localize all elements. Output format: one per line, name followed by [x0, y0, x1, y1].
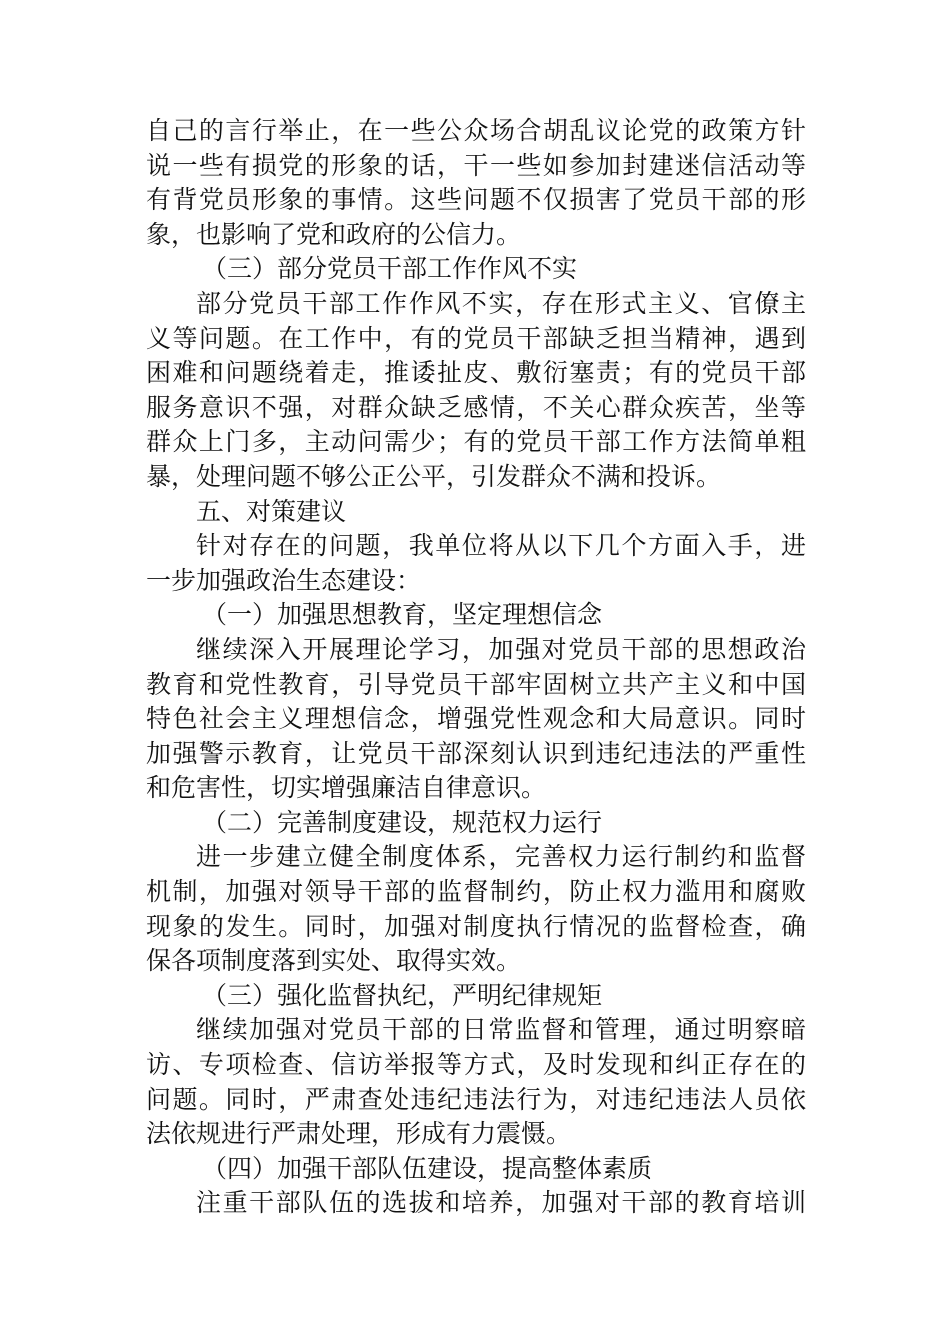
paragraph-line: 加强警示教育，让党员干部深刻认识到违纪违法的严重性 [146, 738, 806, 768]
paragraph-line: 进一步建立健全制度体系，完善权力运行制约和监督 [196, 842, 806, 872]
paragraph-line: 困难和问题绕着走，推诿扯皮、敷衍塞责；有的党员干部 [146, 358, 806, 388]
paragraph-line: 机制，加强对领导干部的监督制约，防止权力滥用和腐败 [146, 877, 806, 907]
section-subheading: （四）加强干部队伍建设，提高整体素质 [202, 1153, 653, 1183]
paragraph-line: 和危害性，切实增强廉洁自律意识。 [146, 773, 547, 803]
paragraph-line: 问题。同时，严肃查处违纪违法行为，对违纪违法人员依 [146, 1084, 806, 1114]
paragraph-line: 部分党员干部工作作风不实，存在形式主义、官僚主 [196, 288, 806, 318]
paragraph-line: 针对存在的问题，我单位将从以下几个方面入手，进 [196, 531, 806, 561]
paragraph-line: 继续加强对党员干部的日常监督和管理，通过明察暗 [196, 1015, 806, 1045]
paragraph-line: 保各项制度落到实处、取得实效。 [146, 946, 522, 976]
section-subheading: （二）完善制度建设，规范权力运行 [202, 807, 603, 837]
paragraph-line: 服务意识不强，对群众缺乏感情，不关心群众疾苦，坐等 [146, 392, 806, 422]
paragraph-line: 特色社会主义理想信念，增强党性观念和大局意识。同时 [146, 704, 806, 734]
paragraph-line: 群众上门多，主动问需少；有的党员干部工作方法简单粗 [146, 427, 806, 457]
document-body [146, 114, 806, 1221]
paragraph-line: 一步加强政治生态建设： [146, 565, 422, 595]
section-subheading: （三）强化监督执纪，严明纪律规矩 [202, 980, 603, 1010]
paragraph-line: 访、专项检查、信访举报等方式，及时发现和纠正存在的 [146, 1050, 806, 1080]
section-subheading: （一）加强思想教育，坚定理想信念 [202, 600, 603, 630]
paragraph-line: 法依规进行严肃处理，形成有力震慑。 [146, 1119, 572, 1149]
paragraph-line: 象，也影响了党和政府的公信力。 [146, 219, 522, 249]
section-subheading: （三）部分党员干部工作作风不实 [202, 254, 578, 284]
paragraph-line: 教育和党性教育，引导党员干部牢固树立共产主义和中国 [146, 669, 806, 699]
section-heading: 五、对策建议 [196, 496, 347, 526]
paragraph-line: 义等问题。在工作中，有的党员干部缺乏担当精神，遇到 [146, 323, 806, 353]
paragraph-line: 现象的发生。同时，加强对制度执行情况的监督检查，确 [146, 911, 806, 941]
paragraph-line: 暴，处理问题不够公正公平，引发群众不满和投诉。 [146, 461, 722, 491]
paragraph-line: 继续深入开展理论学习，加强对党员干部的思想政治 [196, 634, 806, 664]
paragraph-line: 注重干部队伍的选拔和培养，加强对干部的教育培训 [196, 1188, 806, 1218]
paragraph-line: 说一些有损党的形象的话，干一些如参加封建迷信活动等 [146, 150, 806, 180]
paragraph-line: 自己的言行举止，在一些公众场合胡乱议论党的政策方针 [146, 116, 806, 145]
paragraph-line: 有背党员形象的事情。这些问题不仅损害了党员干部的形 [146, 185, 806, 215]
